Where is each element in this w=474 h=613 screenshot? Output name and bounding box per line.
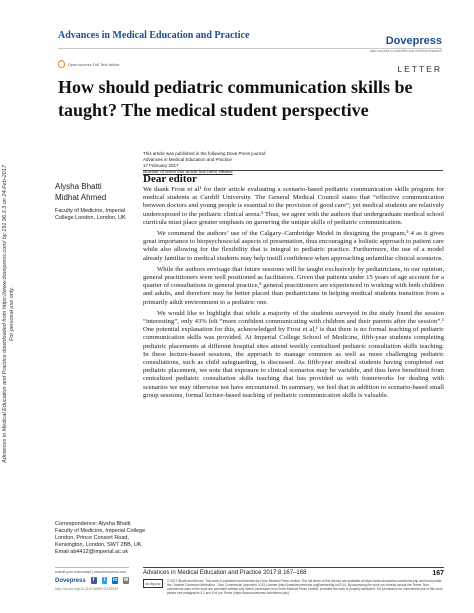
correspondence-line: Kensington, London, SW7 2BB, UK [55,542,142,548]
license-block [143,579,444,595]
letter-body [143,186,444,400]
body-paragraph: We thank Frost et al¹ for their article evaluating a scenario-based pediatric communication skills program for medical students at Cardiff University. The General Medical Council states that “effective communication between doctors and young people is essential to the provision of good care”; yet medical students are relatively underexposed to the pediatric clinical arena.² Thus, we agree with the authors that undergraduate medical school curricula must place greater emphasis on garnering the unique skills of pediatric communication. [143,186,444,226]
correspondence-email[interactable]: Email ab4412@imperial.ac.uk [55,549,129,555]
correspondence-line: Correspondence: Alysha Bhatti [55,521,131,527]
doi-link[interactable]: http://dx.doi.org/10.2147/AMEP.S129513 [55,587,119,591]
footer-right [143,567,444,595]
views-link[interactable]: Number of times this article has been viewed [143,169,233,174]
side-credit [2,96,32,532]
body-paragraph: While the authors envisage that future sessions will be taught exclusively by pediatricians, in our opinion, general practitioners were well positioned as facilitators. Given that patients under 15 years of age account for a quarter of consultations in general practice,⁵ general practitioners are experienced in working with both children and adults, and therefore may be better placed than pediatricians in helping medical students transition from a primarily adult environment to a pediatric one. [143,265,444,306]
dovepress-mini-logo[interactable]: Dovepress [55,577,86,584]
pub-info-line: This article was published in the following Dove Press journal: [143,151,267,156]
author-name: Midhat Ahmed [55,193,107,202]
open-lock-icon [58,60,65,68]
article-title: How should pediatric communication skills be taught? The medical student perspective [58,77,413,120]
author-affiliation: Faculty of Medicine, Imperial College London, London, UK [55,208,126,221]
journal-header [58,9,442,53]
correspondence-line: Faculty of Medicine, Imperial College [55,528,146,534]
author-name: Alysha Bhatti [55,182,102,191]
email-icon[interactable]: ✉ [123,577,129,583]
license-text: © 2017 Bhatti and Ahmed. This work is published and licensed by Dove Medical Press Limited. The full terms of this license are available at https://www.dovepress.com/terms.php and incorporate the Creative Commons Attribution – Non Commercial (unported, v3.0) License (http://creativecommons.org/licenses/by-nc/3.0/). By accessing the work you hereby accept the Terms. Non-commercial uses of the work are permitted without any further permission from Dove Medical Press Limited, provided the work is properly attributed. For permission for commercial use of this work, please see paragraphs 4.2 and 5 of our Terms (https://www.dovepress.com/terms.php). [167,579,444,596]
correspondence-line: London, Prince Consort Road, [55,535,129,541]
twitter-icon[interactable]: t [102,577,108,584]
footer-citation: Advances in Medical Education and Practice 2017:8 167–168 [143,570,307,576]
open-access-label: Open Access Full Text Article [68,61,120,67]
publisher-tagline: open access to scientific and medical research [369,49,442,53]
pub-info-date: 17 February 2017 [143,163,179,168]
journal-title: Advances in Medical Education and Practice [58,30,250,41]
social-row [55,577,129,584]
page-number: 167 [432,570,444,577]
publisher-logo[interactable]: Dovepress [385,35,442,47]
personal-use-note: For personal use only. [9,287,15,342]
body-paragraph: We would like to highlight that while a majority of the students surveyed in the study found the session “interesting”, only 43% felt “more confident communicating with children and their parents after the session”.¹ One potential explanation for this, acknowledged by Frost et al,¹ is that there is no formal teaching of pediatric communication skills was provided. At Imperial College School of Medicine, fifth-year students completing pediatric placements at different hospital sites attend weekly centralized pediatric consultation skills teaching. In these lecture-based sessions, the approach to manage common as well as more challenging pediatric consultations, such as child safeguarding, is discussed. As fifth-year medical students having completed our pediatric placement, we note that exposure to clinical scenarios may be variable, and thus have benefitted from centralized pediatric consultation skills teaching that has provided us with frameworks for dealing with scenarios we may otherwise not have encountered. In summary, we feel that in addition to scenario-based small group sessions, formal lecture-based teaching of pediatric communication skills is valuable. [143,309,444,399]
facebook-icon[interactable]: f [91,577,97,584]
article-type: LETTER [397,64,442,74]
section-heading: Dear editor [143,170,443,185]
footer-left [55,567,129,591]
cc-license-badge[interactable]: cc by-nc [143,579,163,588]
pub-info-journal: Advances in Medical Education and Practice [143,157,232,162]
authors-block [55,181,145,222]
linkedin-icon[interactable]: in [113,577,118,583]
download-credit: Advances in Medical Education and Practice downloaded from https://www.dovepress.com/ by 191.96.3.3 on 24-Feb-2017 [2,165,8,463]
submit-manuscript-link[interactable]: submit your manuscript | www.dovepress.com [55,570,127,574]
open-access-row [58,60,120,68]
body-paragraph: We commend the authors’ use of the Calgary–Cambridge Model in designing the program,³˒4 as it gives great importance to biopsychosocial aspects of presentation, thus encouraging a holistic approach to patient care while also allowing for the flexibility that is integral to pediatric practice. Furthermore, the use of a model already familiar to medical students may help instill confidence when approaching unfamiliar clinical scenarios. [143,230,444,262]
correspondence-block [55,521,145,556]
side-credit-text [2,96,16,532]
